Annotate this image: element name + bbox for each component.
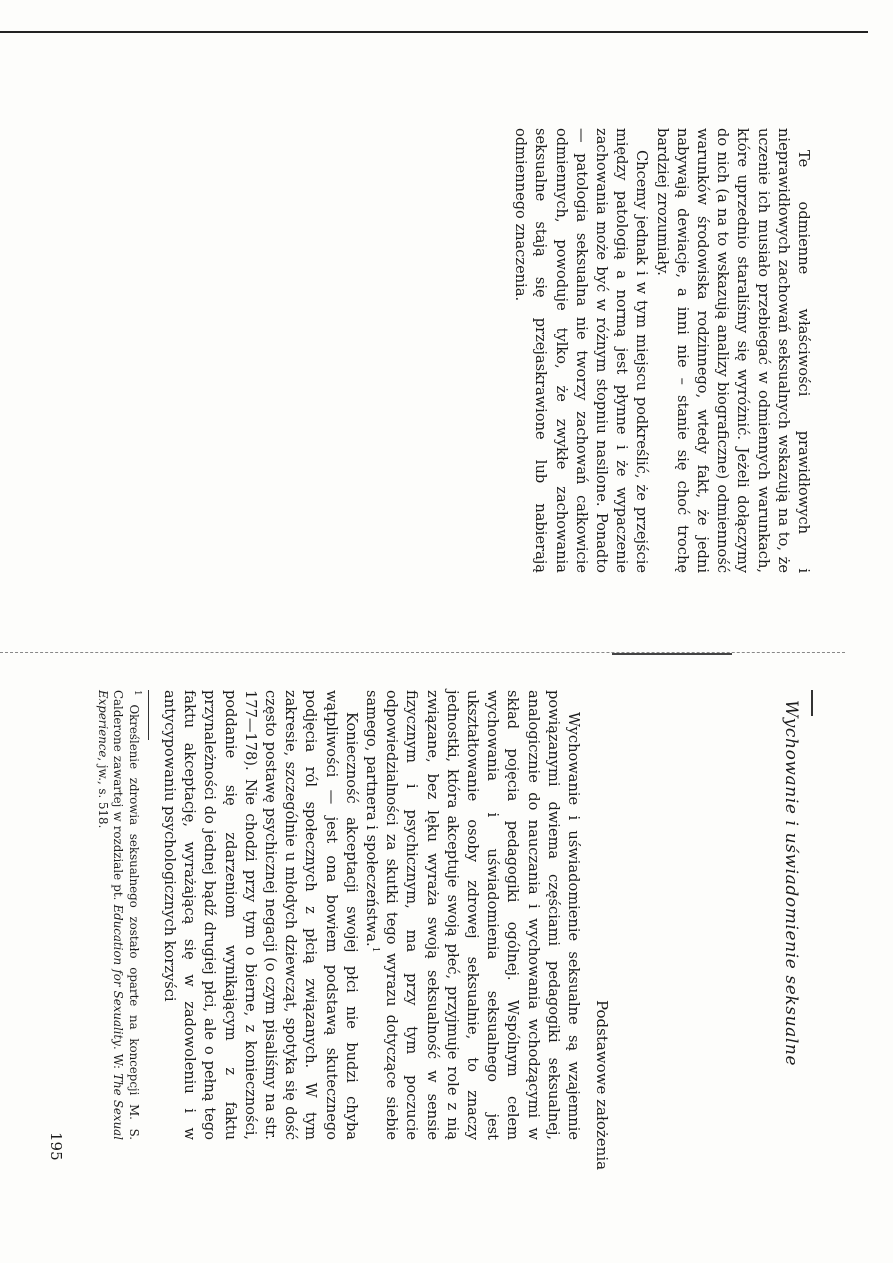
chapter-title: Wychowanie i uświadomienie seksualne xyxy=(781,700,801,1067)
paragraph: Konieczność akceptacji swojej płci nie budzi chyba wątpliwości — jest ona bowiem podstawą skutecznego podjęcia ról społecznych z płcią związanych. W tym zakresie, szczególnie u młodych dziewcząt, spotyka się dość często postawę psychicznej negacji (o czym pisaliśmy na str. 177—178). Nie chodzi przy tym o bierne, z konieczności, poddanie się zdarzeniom wynikającym z faktu przynależności do jednej bądź drugiej płci, ale o pełną tego faktu akceptację, wyrażającą się w zadowoleniu i w antycypowaniu psychologicznych korzyści xyxy=(160,690,360,1140)
paragraph: Chcemy jednak i w tym miejscu podkreślić, że przejście między patologią a normą jest płynne i że wypaczenie zachowania może być w różnym stopniu nasilone. Ponadto — patologia seksualna nie tworzy zachowań całkowicie odmiennych, powoduje tylko, że zwykłe zachowania seksualne stają się przejaskrawione lub nabierają odmiennego znaczenia. xyxy=(512,128,651,573)
footnote-text: , jw., s. 518. xyxy=(96,757,110,829)
footnote-source: The Sexual Experience xyxy=(96,690,126,1140)
section-title: Podstawowe założenia xyxy=(593,1000,611,1171)
footnote-text: . W: xyxy=(111,1045,126,1074)
footnote-ref: 1 xyxy=(369,946,380,953)
paragraph-text: Wychowanie i uświadomienie seksualne są wzajemnie powiązanymi dwiema częściami pedagogiki seksualnej, analogicznie do nauczania i wychowania wchodzącymi w skład pojęcia pedagogiki ogólnej. Wspólnym celem wychowania i uświadomienia seksualnego jest ukształtowanie osoby zdrowej seksualnie, to znaczy jednostki, która akceptuje swoją płeć, przyjmuje role z nią związane, bez lęku wyraża swoją seksualność w sensie fizycznym i psychicznym, ma przy tym poczucie odpowiedzialności za skutki tego wyrazu dotyczące siebie samego, partnera i społeczeństwa. xyxy=(362,690,582,1140)
footnote-title: Education for Sexuality xyxy=(111,904,126,1046)
paragraph xyxy=(361,690,583,1140)
chapter-rule xyxy=(811,690,813,716)
paragraph: Te odmienne właściwości prawidłowych i nieprawidłowych zachowań seksualnych wskazują na to, że uczenie ich musiało przebiegać w odmiennych warunkach, które uprzednio staraliśmy się wyróżnić. Jeżeli dołączymy do nich (a na to wskazują analizy biograficzne) odmienność warunków środowiska rodzinnego, wtedy fakt, że jedni nabywają dewiacje, a inni nie – stanie się choć trochę bardziej zrozumiały. xyxy=(653,128,812,573)
footnote-text: Określenie zdrowia seksualnego zostało oparte na koncepcji M. S. Calderone zawartej w rozdziale pt. xyxy=(111,690,141,1141)
footnote xyxy=(95,690,142,1140)
footnote-rule xyxy=(148,690,149,740)
footnote-number: 1 xyxy=(131,690,142,696)
right-column xyxy=(159,690,583,1140)
left-column xyxy=(510,128,813,573)
page-number: 195 xyxy=(47,1132,65,1161)
